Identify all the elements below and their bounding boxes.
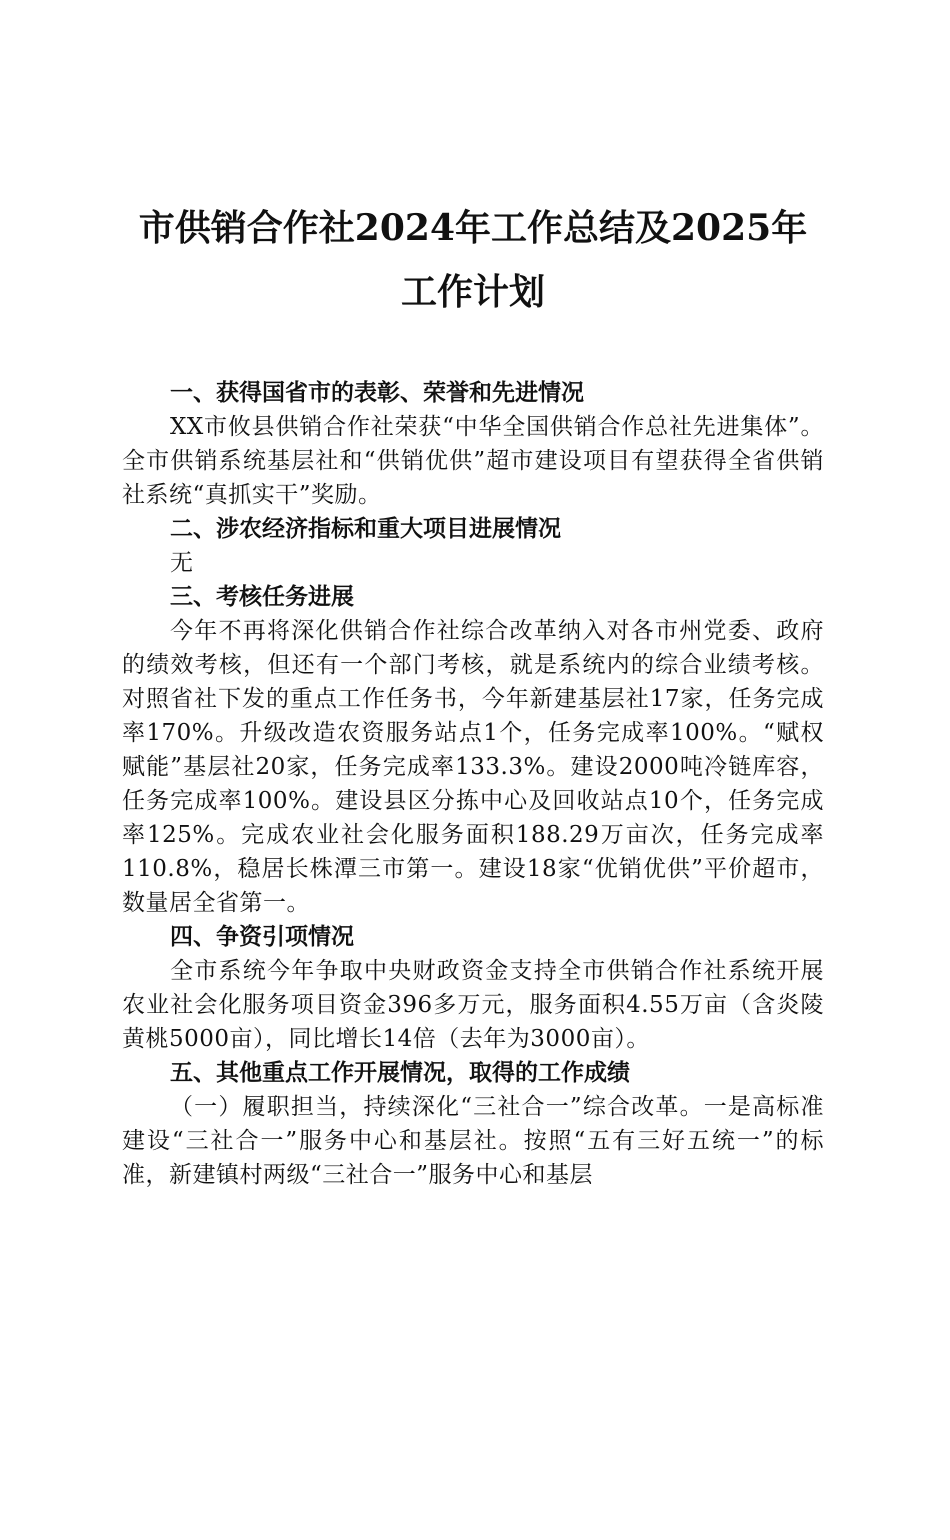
- section-heading: 五、其他重点工作开展情况，取得的工作成绩: [170, 1060, 630, 1086]
- section-funding-projects: [122, 920, 824, 1056]
- section-agri-indicators: [122, 512, 824, 580]
- section-heading: 四、争资引项情况: [170, 924, 354, 950]
- section-paragraph: 全市系统今年争取中央财政资金支持全市供销合作社系统开展农业社会化服务项目资金396多万元，服务面积4.55万亩（含炎陵黄桃5000亩），同比增长14倍（去年为3000亩）。: [122, 958, 824, 1052]
- section-paragraph: （一）履职担当，持续深化“三社合一”综合改革。一是高标准建设“三社合一”服务中心和基层社。按照“五有三好五统一”的标准，新建镇村两级“三社合一”服务中心和基层: [122, 1094, 824, 1188]
- section-heading: 三、考核任务进展: [170, 584, 354, 610]
- section-other-work: [122, 1056, 824, 1192]
- document-title: 市供销合作社2024年工作总结及2025年工作计划: [138, 207, 808, 313]
- document-body: [122, 376, 824, 1192]
- section-heading: 一、获得国省市的表彰、荣誉和先进情况: [170, 380, 584, 406]
- section-heading: 二、涉农经济指标和重大项目进展情况: [170, 516, 561, 542]
- section-honors: [122, 376, 824, 512]
- section-paragraph: 今年不再将深化供销合作社综合改革纳入对各市州党委、政府的绩效考核，但还有一个部门考核，就是系统内的综合业绩考核。对照省社下发的重点工作任务书，今年新建基层社17家，任务完成率170%。升级改造农资服务站点1个，任务完成率100%。“赋权赋能”基层社20家，任务完成率133.3%。建设2000吨冷链库容，任务完成率100%。建设县区分拣中心及回收站点10个，任务完成率125%。完成农业社会化服务面积188.29万亩次，任务完成率110.8%，稳居长株潭三市第一。建设18家“优销优供”平价超市，数量居全省第一。: [122, 618, 824, 916]
- document-page: [0, 196, 950, 1540]
- section-assessment-tasks: [122, 580, 824, 920]
- section-paragraph: 无: [170, 550, 194, 576]
- section-paragraph: XX市攸县供销合作社荣获“中华全国供销合作总社先进集体”。全市供销系统基层社和“供销优供”超市建设项目有望获得全省供销社系统“真抓实干”奖励。: [122, 414, 824, 508]
